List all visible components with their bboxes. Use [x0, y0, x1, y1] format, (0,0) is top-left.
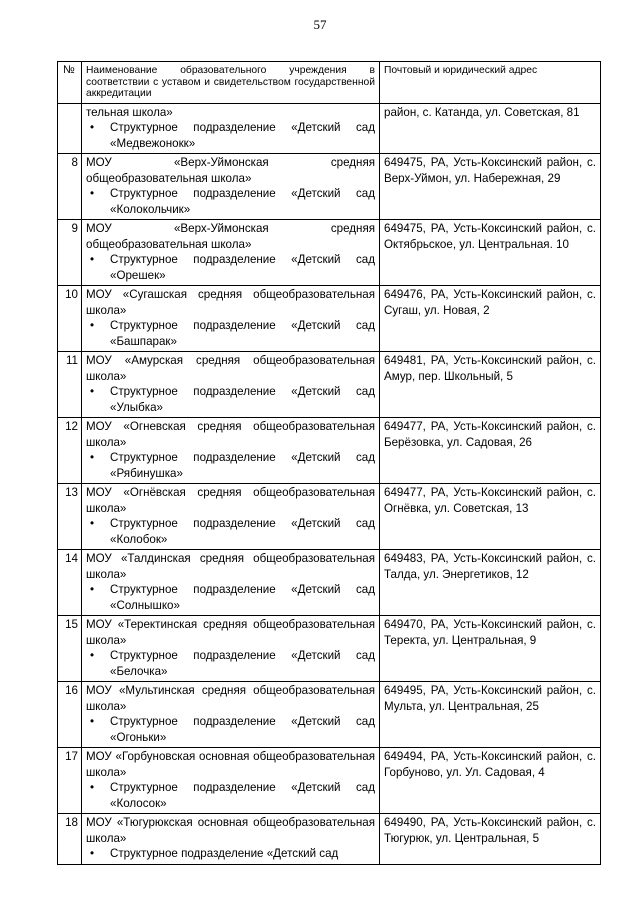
subdivision-name: Структурное подразделение «Детский сад «Колосок» — [110, 781, 375, 810]
bullet-icon: • — [90, 253, 95, 266]
row-number: 10 — [58, 286, 82, 352]
subdivision-item — [86, 846, 375, 862]
bullet-icon: • — [90, 319, 95, 332]
institution-cell — [82, 550, 380, 616]
table-row — [58, 154, 601, 220]
address-cell: 649475, РА, Усть-Коксинский район, с. Октябрьское, ул. Центральная. 10 — [380, 220, 601, 286]
institution-cell — [82, 103, 380, 154]
page-number: 57 — [313, 17, 327, 32]
address-cell: 649481, РА, Усть-Коксинский район, с. Амур, пер. Школьный, 5 — [380, 352, 601, 418]
subdivision-item — [86, 120, 375, 151]
subdivision-item — [86, 252, 375, 283]
row-number: 17 — [58, 748, 82, 814]
subdivision-name: Структурное подразделение «Детский сад — [110, 847, 339, 860]
subdivision-name: Структурное подразделение «Детский сад «Колобок» — [110, 517, 375, 546]
subdivision-name: Структурное подразделение «Детский сад «Улыбка» — [110, 385, 375, 414]
bullet-icon: • — [90, 187, 95, 200]
row-number: 18 — [58, 814, 82, 865]
institution-name: МОУ «Мультинская средняя общеобразовательная школа» — [86, 684, 375, 713]
table-row — [58, 616, 601, 682]
institution-cell — [82, 220, 380, 286]
header-number: № — [58, 62, 82, 104]
institution-name: МОУ «Верх-Уймонская средняя общеобразовательная школа» — [86, 156, 375, 185]
bullet-icon: • — [90, 583, 95, 596]
bullet-icon: • — [90, 649, 95, 662]
subdivision-name: Структурное подразделение «Детский сад «Медвежонокк» — [110, 121, 375, 150]
address-cell: 649494, РА, Усть-Коксинский район, с. Горбуново, ул. Ул. Садовая, 4 — [380, 748, 601, 814]
row-number: 16 — [58, 682, 82, 748]
subdivision-item — [86, 450, 375, 481]
table-row — [58, 550, 601, 616]
institution-name: МОУ «Огнёвская средняя общеобразовательная школа» — [86, 486, 375, 515]
table-row — [58, 103, 601, 154]
address-cell: 649470, РА, Усть-Коксинский район, с. Теректа, ул. Центральная, 9 — [380, 616, 601, 682]
bullet-icon: • — [90, 517, 95, 530]
institution-name: МОУ «Огневская средняя общеобразовательная школа» — [86, 420, 375, 449]
subdivision-name: Структурное подразделение «Детский сад «Солнышко» — [110, 583, 375, 612]
institution-cell — [82, 484, 380, 550]
table-row — [58, 352, 601, 418]
bullet-icon: • — [90, 385, 95, 398]
table-header-row — [58, 62, 601, 104]
institution-cell — [82, 616, 380, 682]
bullet-icon: • — [90, 451, 95, 464]
subdivision-item — [86, 582, 375, 613]
bullet-icon: • — [90, 715, 95, 728]
institutions-table — [57, 61, 601, 865]
address-cell: 649477, РА, Усть-Коксинский район, с. Берёзовка, ул. Садовая, 26 — [380, 418, 601, 484]
subdivision-item — [86, 186, 375, 217]
subdivision-item — [86, 516, 375, 547]
institution-name: тельная школа» — [86, 105, 173, 119]
subdivision-name: Структурное подразделение «Детский сад «Орешек» — [110, 253, 375, 282]
institution-cell — [82, 682, 380, 748]
institution-cell — [82, 418, 380, 484]
row-number: 13 — [58, 484, 82, 550]
institution-name: МОУ «Теректинская средняя общеобразовательная школа» — [86, 618, 375, 647]
address-cell: район, с. Катанда, ул. Советская, 81 — [380, 103, 601, 154]
address-cell: 649475, РА, Усть-Коксинский район, с. Верх-Уймон, ул. Набережная, 29 — [380, 154, 601, 220]
institution-cell — [82, 286, 380, 352]
address-cell: 649483, РА, Усть-Коксинский район, с. Талда, ул. Энергетиков, 12 — [380, 550, 601, 616]
row-number: 9 — [58, 220, 82, 286]
row-number: 14 — [58, 550, 82, 616]
institution-name: МОУ «Тюгурюкская основная общеобразовательная школа» — [86, 816, 375, 845]
table-row — [58, 682, 601, 748]
bullet-icon: • — [90, 847, 95, 860]
subdivision-name: Структурное подразделение «Детский сад «Огоньки» — [110, 715, 375, 744]
table-row — [58, 220, 601, 286]
bullet-icon: • — [90, 121, 95, 134]
subdivision-item — [86, 714, 375, 745]
subdivision-item — [86, 318, 375, 349]
row-number: 8 — [58, 154, 82, 220]
address-cell: 649477, РА, Усть-Коксинский район, с. Огнёвка, ул. Советская, 13 — [380, 484, 601, 550]
header-name: Наименование образовательного учреждения в соответствии с уставом и свидетельством государственной аккредитации — [82, 62, 380, 104]
subdivision-item — [86, 384, 375, 415]
row-number — [58, 103, 82, 154]
address-cell: 649495, РА, Усть-Коксинский район, с. Мульта, ул. Центральная, 25 — [380, 682, 601, 748]
table-row — [58, 286, 601, 352]
row-number: 11 — [58, 352, 82, 418]
institution-name: МОУ «Талдинская средняя общеобразовательная школа» — [86, 552, 375, 581]
institution-cell — [82, 352, 380, 418]
subdivision-name: Структурное подразделение «Детский сад «Белочка» — [110, 649, 375, 678]
institution-cell — [82, 814, 380, 865]
table-row — [58, 418, 601, 484]
institution-cell — [82, 154, 380, 220]
address-cell: 649490, РА, Усть-Коксинский район, с. Тюгурюк, ул. Центральная, 5 — [380, 814, 601, 865]
bullet-icon: • — [90, 781, 95, 794]
institution-cell — [82, 748, 380, 814]
subdivision-name: Структурное подразделение «Детский сад «Колокольчик» — [110, 187, 375, 216]
institution-name: МОУ «Верх-Уймонская средняя общеобразовательная школа» — [86, 222, 375, 251]
header-address: Почтовый и юридический адрес — [380, 62, 601, 104]
subdivision-item — [86, 780, 375, 811]
table-row — [58, 748, 601, 814]
row-number: 12 — [58, 418, 82, 484]
address-cell: 649476, РА, Усть-Коксинский район, с. Сугаш, ул. Новая, 2 — [380, 286, 601, 352]
institution-name: МОУ «Амурская средняя общеобразовательная школа» — [86, 354, 375, 383]
subdivision-name: Структурное подразделение «Детский сад «Рябинушка» — [110, 451, 375, 480]
table-row — [58, 814, 601, 865]
institution-name: МОУ «Горбуновская основная общеобразовательная школа» — [86, 750, 375, 779]
subdivision-item — [86, 648, 375, 679]
row-number: 15 — [58, 616, 82, 682]
institution-name: МОУ «Сугашская средняя общеобразовательная школа» — [86, 288, 375, 317]
subdivision-name: Структурное подразделение «Детский сад «Башпарак» — [110, 319, 375, 348]
table-row — [58, 484, 601, 550]
